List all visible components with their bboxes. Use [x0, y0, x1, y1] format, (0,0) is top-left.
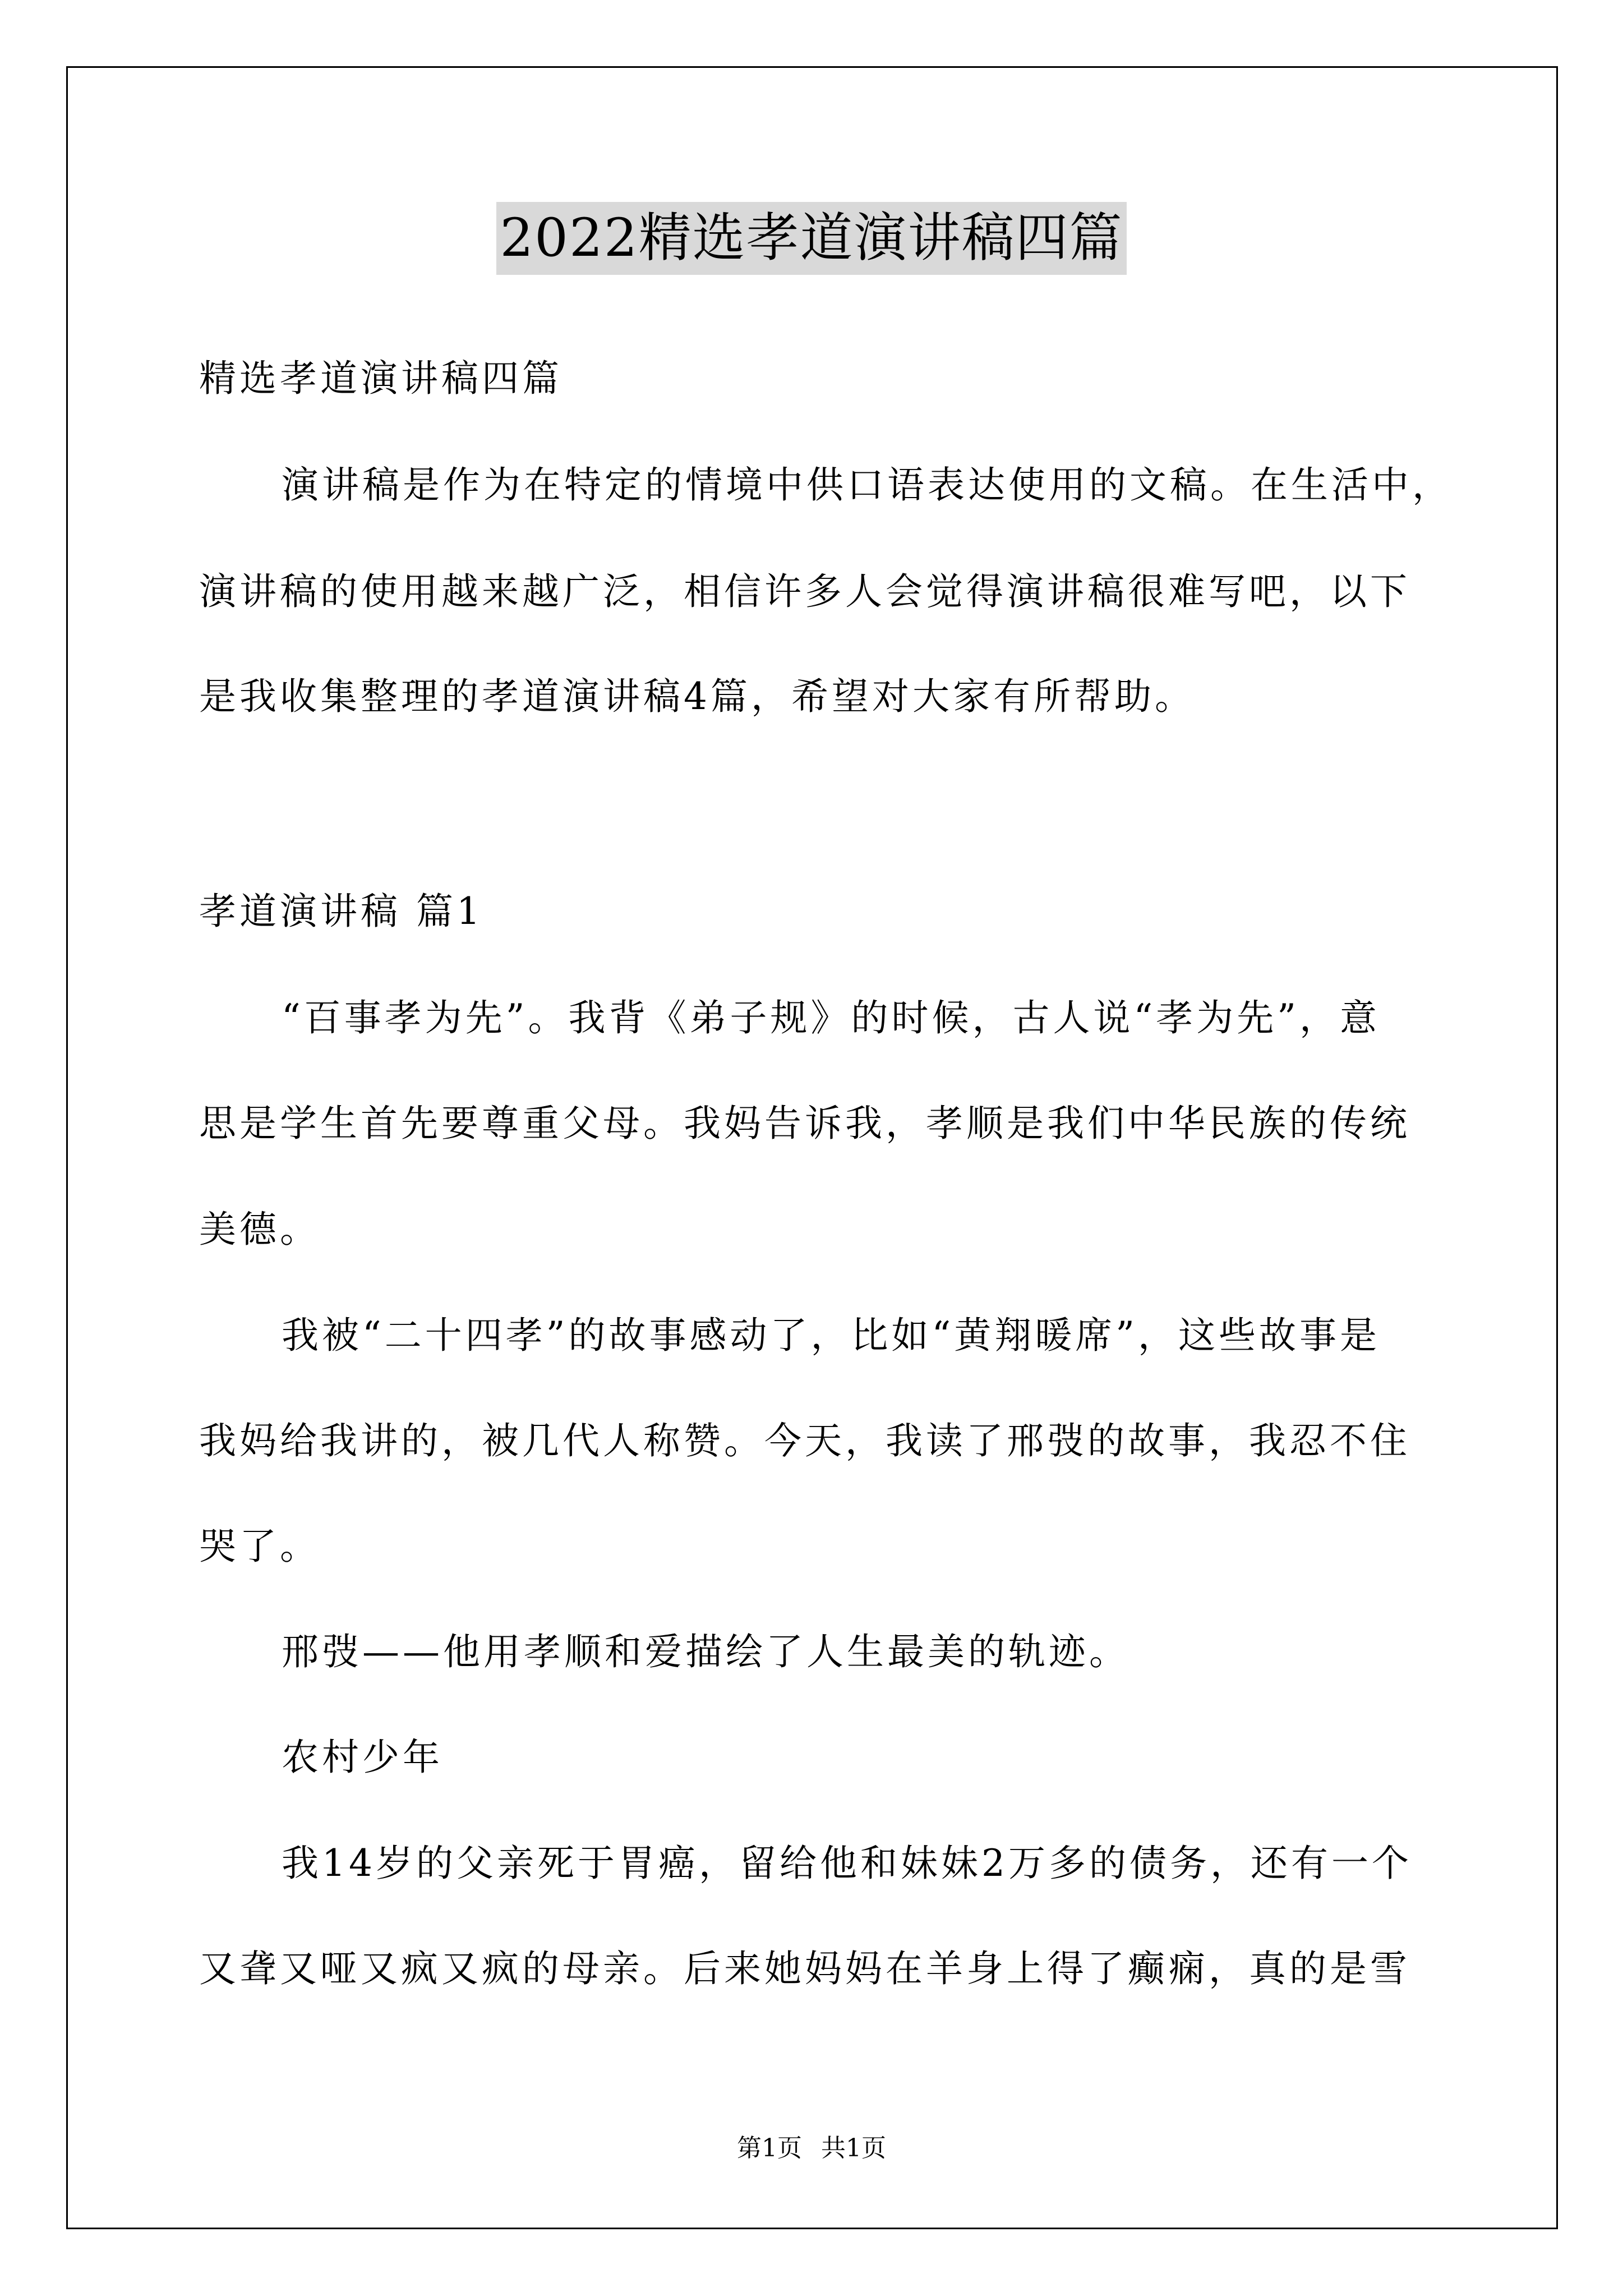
page-footer [0, 2132, 1623, 2165]
body-line: 邢弢——他用孝顺和爱描绘了人生最美的轨迹。 [282, 1630, 1129, 1673]
body-line: 我妈给我讲的，被几代人称赞。今天，我读了邢弢的故事，我忍不住 [199, 1419, 1410, 1462]
body-line: 美德。 [199, 1208, 320, 1251]
document-title: 2022精选孝道演讲稿四篇 [496, 202, 1126, 275]
body-line: 我14岁的父亲死于胃癌，留给他和妹妹2万多的债务，还有一个 [282, 1842, 1412, 1885]
title-container [0, 202, 1623, 275]
body-line: 我被“二十四孝”的故事感动了，比如“黄翔暖席”，这些故事是 [282, 1314, 1380, 1357]
body-line: 农村少年 [282, 1736, 443, 1779]
intro-line: 演讲稿是作为在特定的情境中供口语表达使用的文稿。在生活中， [282, 463, 1453, 507]
body-line: 哭了。 [199, 1525, 320, 1568]
page-number-total: 共1页 [821, 2134, 886, 2162]
page-number-current: 第1页 [737, 2134, 802, 2162]
document-subtitle: 精选孝道演讲稿四篇 [199, 357, 562, 400]
body-line: 又聋又哑又疯又疯的母亲。后来她妈妈在羊身上得了癫痫，真的是雪 [199, 1947, 1410, 1990]
intro-line: 演讲稿的使用越来越广泛，相信许多人会觉得演讲稿很难写吧，以下 [199, 570, 1410, 613]
body-line: “百事孝为先”。我背《弟子规》的时候，古人说“孝为先”，意 [282, 996, 1380, 1039]
body-line: 思是学生首先要尊重父母。我妈告诉我，孝顺是我们中华民族的传统 [199, 1102, 1410, 1145]
intro-line: 是我收集整理的孝道演讲稿4篇，希望对大家有所帮助。 [199, 675, 1195, 718]
section-heading: 孝道演讲稿 篇1 [199, 890, 483, 933]
